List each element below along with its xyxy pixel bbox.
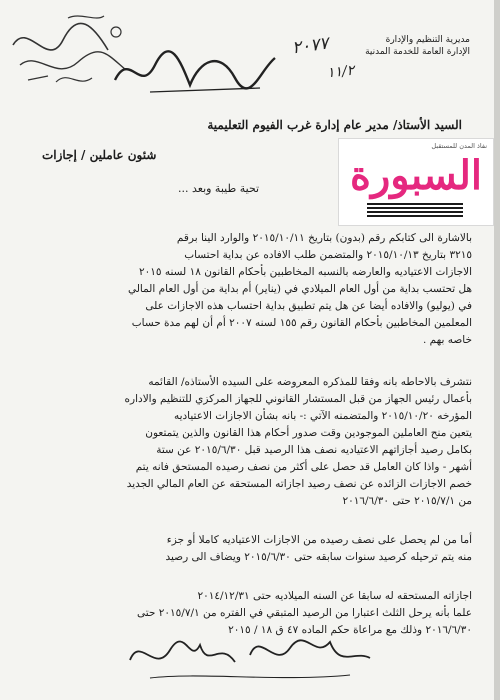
letter-addressee: السيد الأستاذ/ مدير عام إدارة غرب الفيوم التعليمية [207,118,462,132]
text-line: خصم الاجازات الزائده عن نصف رصيد اجازاته المستحقه عن العام المالي الجديد [126,478,472,490]
paragraph-carryover [22,532,472,566]
logo-tagline: نفاذ المدن للمستقبل [431,142,487,150]
text-line: خاصه بهم . [423,334,472,346]
text-line: بكامل رصيد أجازاتهم الاعتياديه نصف هذا الرصيد قبل ٢٠١٥/٦/٣٠ عن ستة [156,444,472,456]
text-line: نتشرف بالاحاطه بانه وفقا للمذكره المعروضه على السيده الأستاذه/ القائمه [148,376,472,388]
scan-edge [494,0,500,700]
text-line: أشهر - واذا كان العامل قد حصل على أكثر من نصف رصيده المستحق فانه يتم [135,461,472,473]
text-line: الاجازات الاعتياديه والعارضه بالنسبه المخاطبين بأحكام القانون ١٨ لسنه ٢٠١٥ [138,266,472,278]
text-line: ٢٠١٦/٦/٣٠ وذلك مع مراعاة حكم الماده ٤٧ ق ١٨ / ٢٠١٥ [228,624,472,636]
text-line: ٣٢١٥ بتاريخ ٢٠١٥/١٠/١٣ والمتضمن طلب الافاده عن بداية احتساب [184,249,472,261]
text-line: المعلمين المخاطبين بأحكام القانون رقم ١٥٥ لسنه ٢٠٠٧ أم أن لهم مدة حساب [131,317,472,329]
logo-stripes [367,203,463,219]
text-line: المؤرخه ٢٠١٥/١٠/٢٠ والمتضمنه الآتي :- بانه بشأن الاجازات الاعتياديه [173,410,472,422]
text-line: بأعمال رئيس الجهاز من قبل المستشار القانوني للجهاز المركزي للتنظيم والاداره [124,393,472,405]
text-line: منه يتم ترحيله كرصيد سنوات سابقه حتى ٢٠١٥/٦/٣٠ ويضاف الى رصيد [165,551,472,563]
text-line: من ٢٠١٥/٧/١ حتى ٢٠١٦/٦/٣٠ [342,495,472,507]
letter-department: شئون عاملين / إجازات [42,148,157,162]
handwritten-date: ١١/٢ [326,62,356,82]
text-line: علما بأنه يرحل الثلث اعتبارا من الرصيد المتبقي في الفتره من ٢٠١٥/٧/١ حتى [137,607,472,619]
paragraph-ruling [22,374,472,510]
logo-name: السبورة [350,152,482,199]
text-line: في (يوليو) والافاده أيضا عن هل يتم تطبيق بداية احتساب هذه الاجازات على [145,300,472,312]
handwritten-signature-top [110,40,280,100]
issuing-organization [360,34,470,58]
watermark-logo [338,138,494,226]
text-line: أما من لم يحصل على نصف رصيده من الاجازات الاعتياديه كاملا أو جزء [166,534,472,546]
paragraph-inquiry [22,230,472,349]
text-line: هل تحتسب بداية من أول العام الميلادي في (يناير) أم بداية من أول العام المالي [127,283,472,295]
text-line: اجازاته المستحقه له سابقا عن السنه الميلاديه حتى ٢٠١٤/١٢/٣١ [197,590,472,602]
org-line: مديرية التنظيم والإدارة [385,35,470,45]
letter-greeting: تحية طيبة وبعد ... [178,182,260,195]
text-line: يتعين منح العاملين الموجودين وقت صدور أحكام هذا القانون والذين يتمتعون [145,427,472,439]
handwritten-reference-number: ٢٠٧٧ [290,33,330,59]
text-line: بالاشارة الى كتابكم رقم (بدون) بتاريخ ٢٠١٥/١٠/١١ والوارد الينا برقم [176,232,472,244]
org-line: الإدارة العامة للخدمة المدنية [365,47,470,57]
handwritten-signatures [120,620,380,690]
